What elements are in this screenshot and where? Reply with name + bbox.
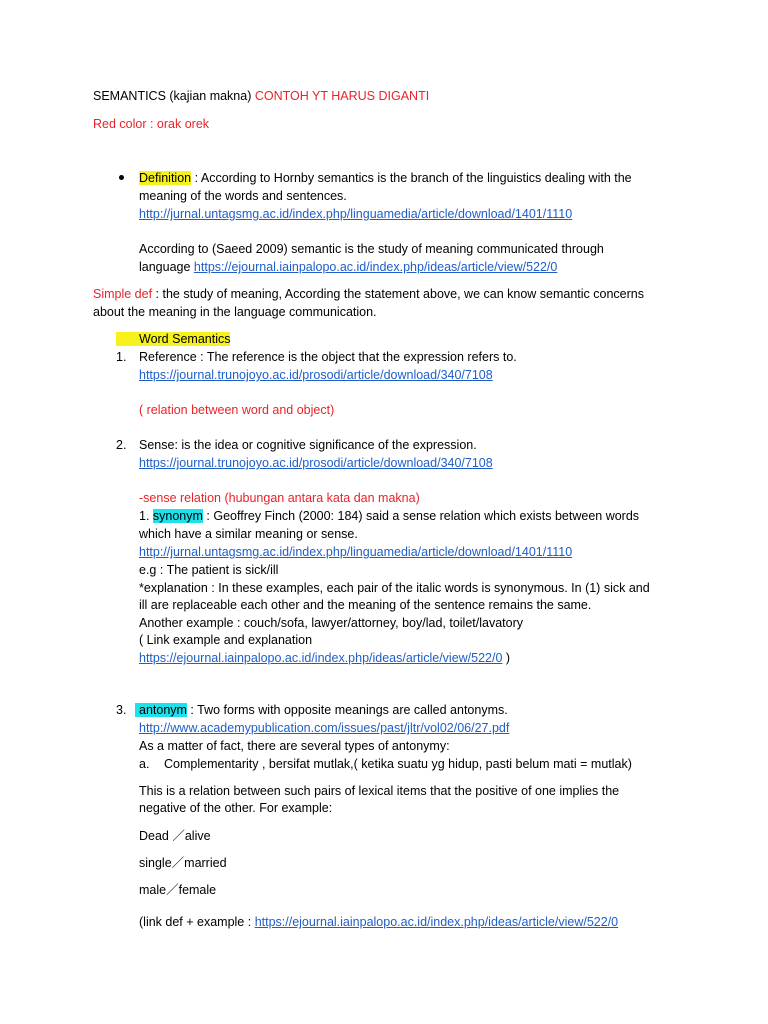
- synonym-link-2-close: ): [502, 651, 511, 665]
- sense-link[interactable]: https://journal.trunojoyo.ac.id/prosodi/article/download/340/7108: [139, 456, 493, 470]
- antonym-text: : Two forms with opposite meanings are called antonyms.: [186, 703, 508, 717]
- link-def-prefix: (link def + example :: [139, 915, 255, 929]
- word-semantics-label: Word Semantics: [116, 332, 230, 346]
- synonym-line-2: which have a similar meaning or sense.: [139, 527, 358, 541]
- synonym-text: : Geoffrey Finch (2000: 184) said a sense relation which exists between words: [202, 509, 640, 523]
- definition-label: Definition: [139, 171, 192, 185]
- saeed-line-2: [139, 259, 557, 275]
- bullet-icon: [119, 175, 124, 180]
- simple-def-text: : the study of meaning, According the statement above, we can know semantic concerns: [152, 287, 644, 301]
- example-male-female: male／female: [139, 883, 217, 897]
- link-def-line: [139, 914, 618, 930]
- sense-relation-heading: -sense relation (hubungan antara kata dan makna): [139, 491, 420, 505]
- synonym-link-2[interactable]: https://ejournal.iainpalopo.ac.id/index.php/ideas/article/view/522/0: [139, 651, 503, 665]
- title-line: [93, 88, 429, 104]
- word-semantics-heading: [116, 331, 230, 347]
- antonym-label: antonym: [135, 703, 187, 717]
- item3-num: 3.: [116, 703, 127, 717]
- link-def-link[interactable]: https://ejournal.iainpalopo.ac.id/index.php/ideas/article/view/522/0: [254, 915, 619, 929]
- saeed-link[interactable]: https://ejournal.iainpalopo.ac.id/index.php/ideas/article/view/522/0: [193, 260, 558, 274]
- page-title: SEMANTICS (kajian makna): [93, 89, 252, 103]
- definition-line-2: meaning of the words and sentences.: [139, 189, 347, 203]
- reference-link[interactable]: https://journal.trunojoyo.ac.id/prosodi/article/download/340/7108: [139, 368, 493, 382]
- synonym-example: e.g : The patient is sick/ill: [139, 563, 279, 577]
- red-color-note: Red color : orak orek: [93, 117, 210, 131]
- reference-text: Reference : The reference is the object that the expression refers to.: [139, 350, 517, 364]
- simple-def-line-2: about the meaning in the language communication.: [93, 305, 377, 319]
- synonym-another-example: Another example : couch/sofa, lawyer/attorney, boy/lad, toilet/lavatory: [139, 616, 523, 630]
- simple-def-label: Simple def: [93, 287, 153, 301]
- definition-text: : According to Hornby semantics is the branch of the linguistics dealing with the: [191, 171, 632, 185]
- simple-def-line-1: [93, 286, 644, 302]
- antonym-types: As a matter of fact, there are several types of antonymy:: [139, 739, 450, 753]
- example-dead-alive: Dead ／alive: [139, 829, 211, 843]
- synonym-link-example-label: ( Link example and explanation: [139, 633, 313, 647]
- antonym-line: [135, 702, 508, 718]
- synonym-num: 1.: [139, 509, 153, 523]
- definition-line-1: [139, 170, 632, 186]
- reference-note: ( relation between word and object): [139, 403, 335, 417]
- example-single-married: single／married: [139, 856, 227, 870]
- sense-text: Sense: is the idea or cognitive significance of the expression.: [139, 438, 477, 452]
- title-note: CONTOH YT HARUS DIGANTI: [254, 89, 430, 103]
- definition-link[interactable]: http://jurnal.untagsmg.ac.id/index.php/linguamedia/article/download/1401/1110: [139, 207, 573, 221]
- complementarity-text: Complementarity , bersifat mutlak,( ketika suatu yg hidup, pasti belum mati = mutlak): [164, 757, 632, 771]
- antonym-relation-1: This is a relation between such pairs of lexical items that the positive of one implies the: [139, 784, 620, 798]
- item2-num: 2.: [116, 438, 127, 452]
- synonym-link[interactable]: http://jurnal.untagsmg.ac.id/index.php/linguamedia/article/download/1401/1110: [139, 545, 573, 559]
- synonym-line-1: [139, 508, 639, 524]
- synonym-link-2-line: [139, 650, 510, 666]
- item1-num: 1.: [116, 350, 127, 364]
- saeed-prefix: language: [139, 260, 194, 274]
- synonym-explanation-1: *explanation : In these examples, each pair of the italic words is synonymous. In (1) sick and: [139, 581, 650, 595]
- synonym-label: synonym: [152, 509, 203, 523]
- antonym-link[interactable]: http://www.academypublication.com/issues/past/jltr/vol02/06/27.pdf: [139, 721, 510, 735]
- synonym-explanation-2: ill are replaceable each other and the meaning of the sentence remains the same.: [139, 598, 592, 612]
- saeed-line-1: According to (Saeed 2009) semantic is the study of meaning communicated through: [139, 242, 604, 256]
- antonym-relation-2: negative of the other. For example:: [139, 801, 333, 815]
- antonym-a-num: a.: [139, 757, 150, 771]
